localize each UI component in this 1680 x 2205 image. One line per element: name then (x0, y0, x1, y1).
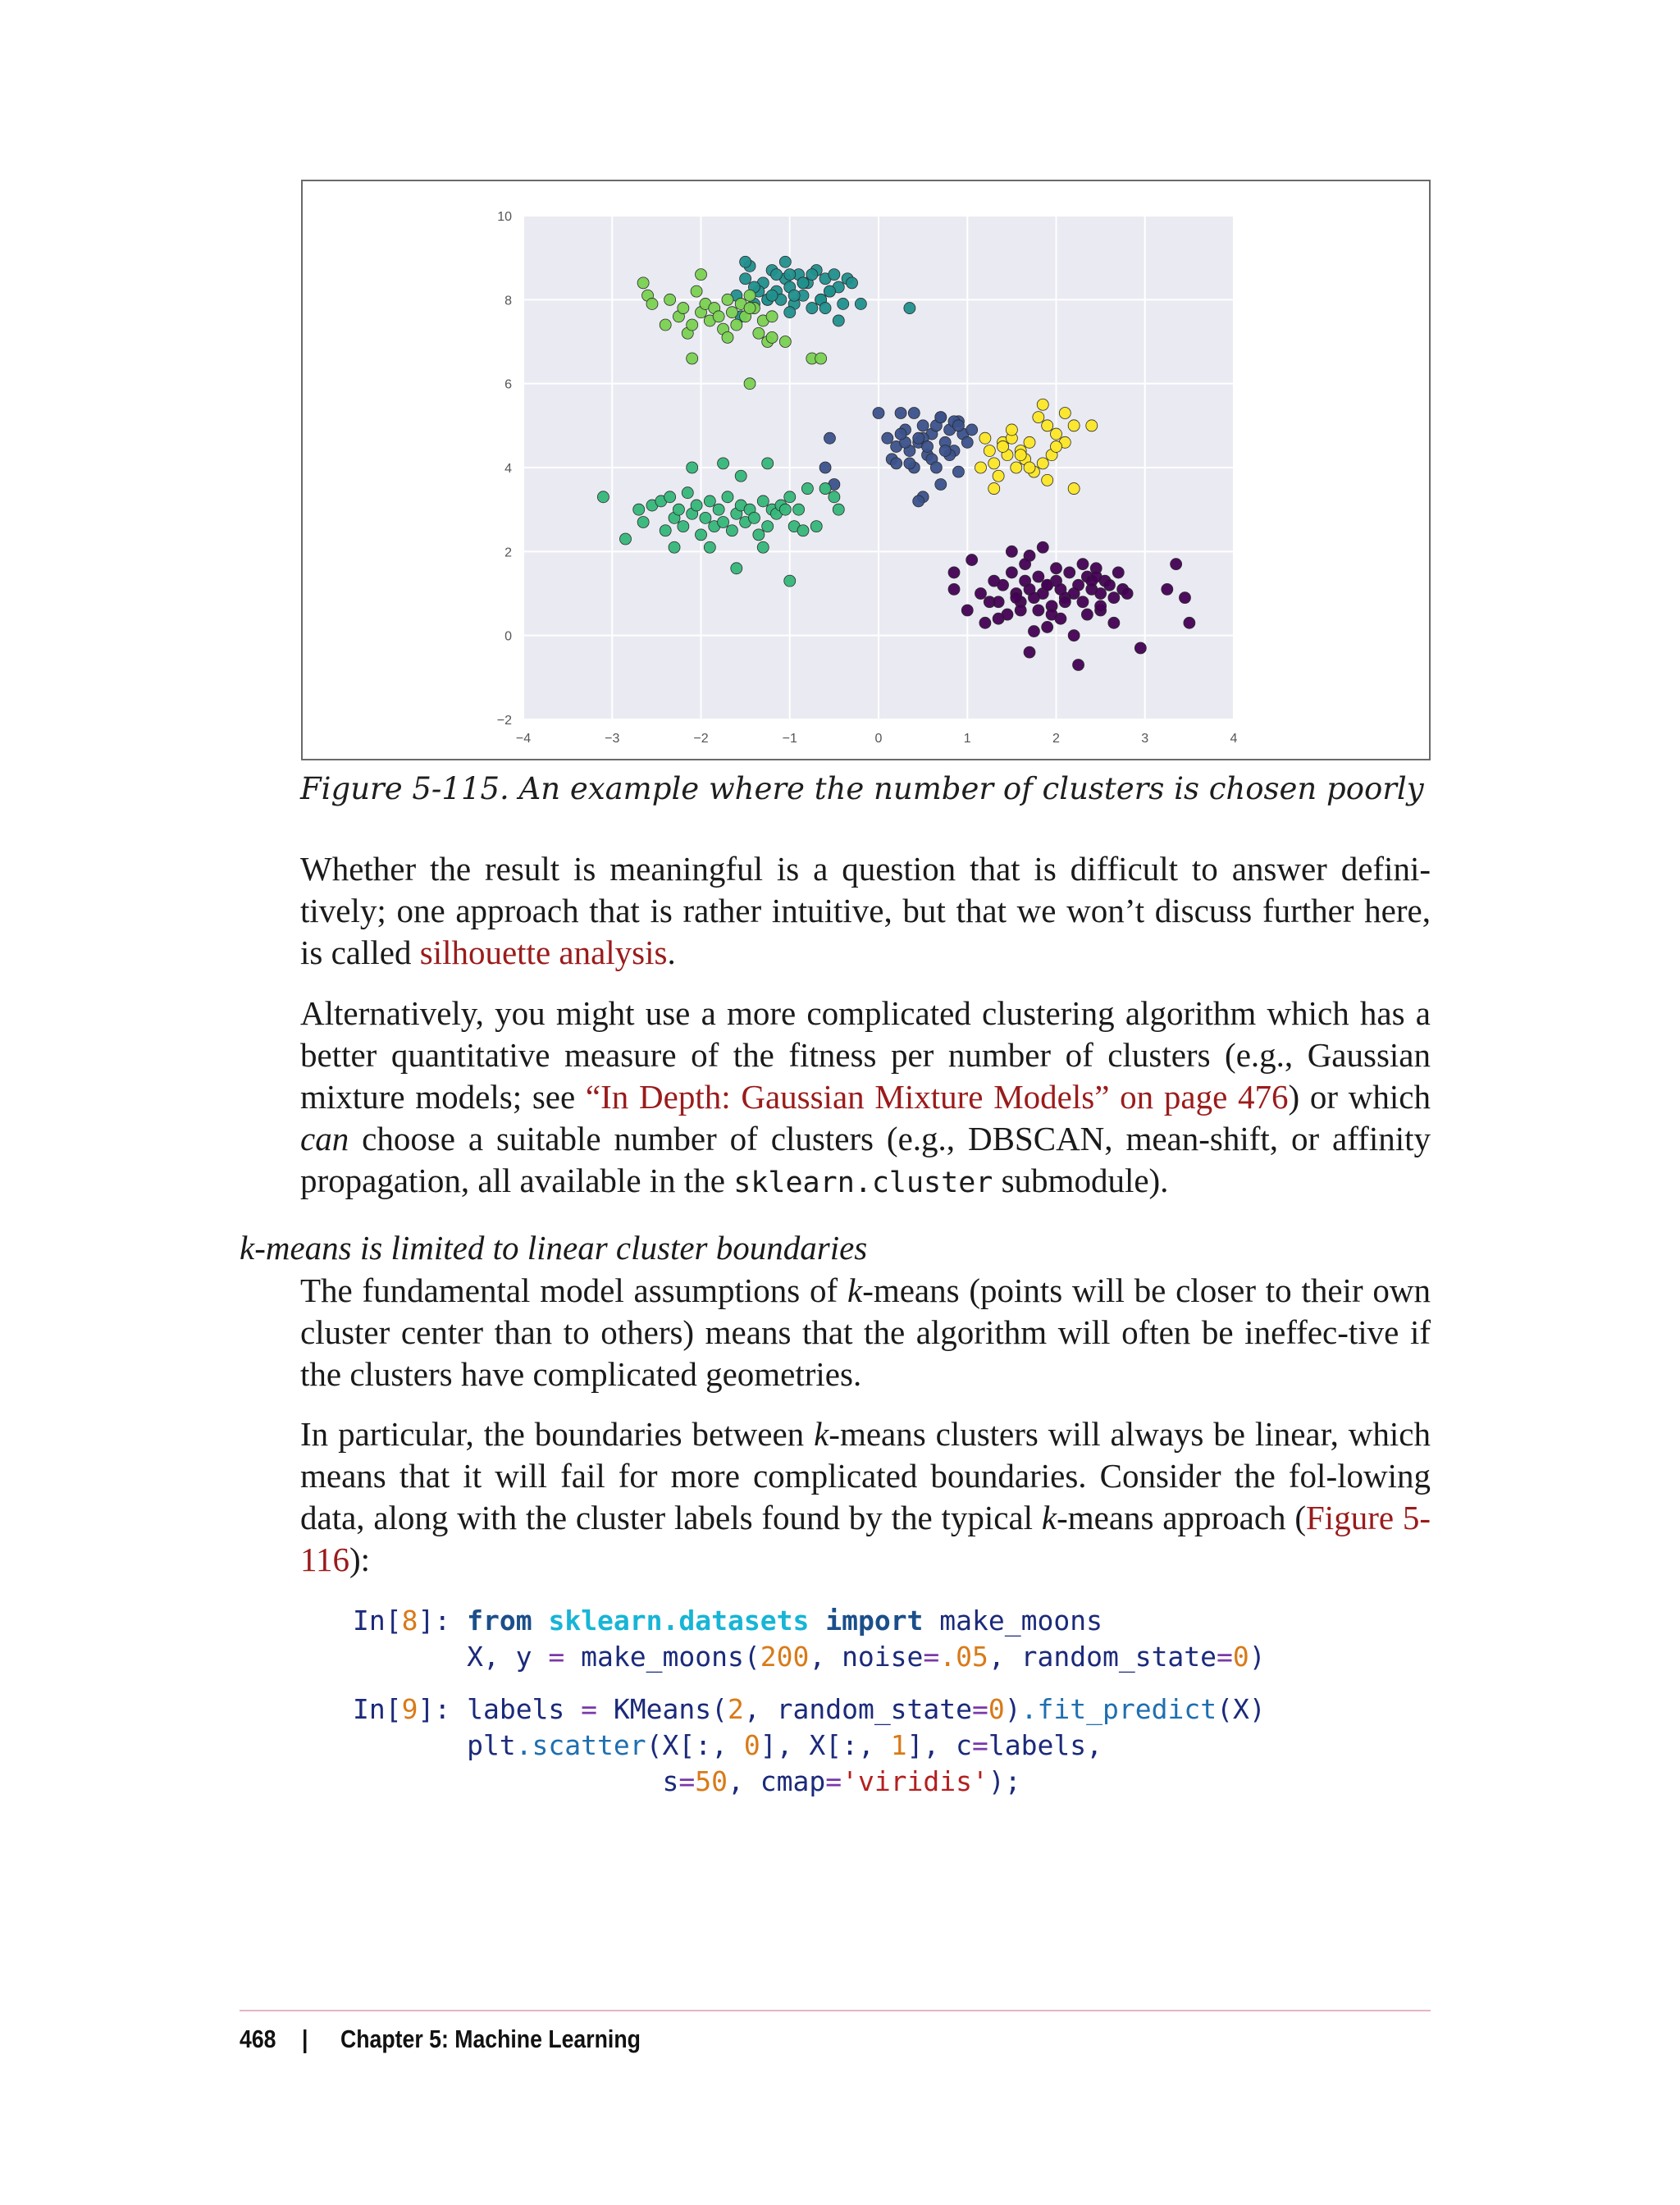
data-point-cluster-indigo (908, 407, 920, 418)
data-point-cluster-green (704, 541, 715, 553)
data-point-cluster-yellow (993, 470, 1004, 482)
data-point-cluster-purple (1042, 621, 1053, 632)
data-point-cluster-green (797, 525, 809, 536)
data-point-cluster-teal (833, 315, 844, 326)
data-point-cluster-lightgreen (687, 319, 698, 331)
data-point-cluster-green (757, 495, 769, 507)
code-token: In[ (353, 1693, 402, 1725)
inline-code-sklearn-cluster: sklearn.cluster (733, 1166, 993, 1199)
data-point-cluster-purple (1095, 600, 1107, 612)
data-point-cluster-lightgreen (766, 331, 778, 343)
data-point-cluster-purple (1033, 571, 1044, 582)
code-token: = (923, 1641, 940, 1673)
data-point-cluster-teal (847, 277, 858, 289)
data-point-cluster-teal (806, 303, 818, 314)
y-tick-label: 2 (504, 546, 512, 560)
paragraph-assumptions (300, 1270, 1431, 1395)
y-tick-label: 8 (504, 294, 512, 308)
x-tick-label: −1 (782, 732, 797, 746)
data-point-cluster-green (687, 462, 698, 473)
data-point-cluster-teal (819, 303, 831, 314)
data-point-cluster-teal (829, 269, 840, 281)
data-point-cluster-indigo (913, 432, 924, 444)
data-point-cluster-indigo (891, 458, 902, 469)
data-point-cluster-green (833, 504, 844, 515)
data-point-cluster-yellow (1033, 412, 1044, 423)
code-token: ], X[:, (760, 1729, 891, 1761)
data-point-cluster-indigo (930, 462, 942, 473)
code-token: labels (467, 1693, 582, 1725)
data-point-cluster-green (713, 504, 724, 515)
data-point-cluster-purple (1051, 563, 1062, 574)
data-point-cluster-teal (855, 298, 866, 309)
data-point-cluster-indigo (939, 445, 951, 457)
data-point-cluster-green (637, 517, 649, 528)
code-token: = (1217, 1641, 1233, 1673)
data-point-cluster-yellow (988, 458, 1000, 469)
data-point-cluster-purple (1103, 579, 1115, 591)
text-run: Whether the result is meaningful is a question that is difficult to answer defini-tively; one approach that is rather intuitive, but that we won’t discuss further here, is called (300, 850, 1431, 971)
code-token: 50 (695, 1765, 728, 1797)
data-point-cluster-purple (1108, 617, 1120, 628)
data-point-cluster-lightgreen (646, 298, 658, 309)
data-point-cluster-yellow (1024, 436, 1035, 448)
data-point-cluster-indigo (895, 407, 906, 418)
data-point-cluster-purple (961, 605, 973, 616)
code-token: 'viridis' (842, 1765, 988, 1797)
code-token: , noise (809, 1641, 924, 1673)
data-point-cluster-teal (838, 298, 849, 309)
data-point-cluster-indigo (961, 436, 973, 448)
data-point-cluster-purple (966, 555, 978, 566)
code-token: X, y (353, 1641, 549, 1673)
data-point-cluster-purple (1077, 596, 1089, 608)
code-token: labels, (988, 1729, 1102, 1761)
page-number: 468 (240, 2025, 276, 2053)
data-point-cluster-yellow (984, 445, 995, 457)
data-point-cluster-purple (1108, 592, 1120, 604)
data-point-cluster-purple (948, 583, 960, 595)
data-point-cluster-green (673, 504, 684, 515)
data-point-cluster-purple (1006, 546, 1017, 557)
data-point-cluster-lightgreen (726, 307, 737, 318)
data-point-cluster-purple (1006, 567, 1017, 578)
data-point-cluster-green (682, 487, 693, 499)
data-point-cluster-green (784, 575, 796, 587)
code-token: 8 (401, 1605, 418, 1637)
data-point-cluster-purple (1112, 567, 1124, 578)
data-point-cluster-yellow (1024, 462, 1035, 473)
data-point-cluster-teal (740, 273, 751, 285)
data-point-cluster-yellow (975, 462, 986, 473)
data-point-cluster-purple (948, 567, 960, 578)
code-token: .fit_predict (1020, 1693, 1217, 1725)
data-point-cluster-lightgreen (691, 285, 702, 297)
data-point-cluster-lightgreen (637, 277, 649, 289)
data-point-cluster-purple (1020, 559, 1031, 570)
x-tick-label: 2 (1052, 732, 1060, 746)
data-point-cluster-green (810, 521, 822, 532)
data-point-cluster-purple (1024, 646, 1035, 658)
section-term-heading: k-means is limited to linear cluster boundaries (240, 1229, 868, 1267)
data-point-cluster-yellow (1086, 420, 1098, 431)
data-point-cluster-yellow (979, 432, 991, 444)
code-token: 0 (1232, 1641, 1249, 1673)
data-point-cluster-yellow (1068, 420, 1080, 431)
data-point-cluster-lightgreen (687, 353, 698, 364)
code-token: make_moons (923, 1605, 1102, 1637)
data-point-cluster-lightgreen (664, 294, 676, 305)
code-token: (X[:, (646, 1729, 744, 1761)
data-point-cluster-indigo (913, 495, 924, 507)
data-point-cluster-green (718, 458, 729, 469)
code-token: 2 (728, 1693, 744, 1725)
code-token: = (581, 1693, 598, 1725)
code-token: sklearn.datasets (548, 1605, 810, 1637)
data-point-cluster-indigo (819, 462, 831, 473)
data-point-cluster-green (696, 529, 707, 541)
code-token: = (972, 1729, 988, 1761)
data-point-cluster-indigo (935, 412, 947, 423)
data-point-cluster-teal (779, 256, 791, 267)
data-point-cluster-purple (1002, 609, 1013, 620)
data-point-cluster-purple (1015, 605, 1026, 616)
data-point-cluster-green (722, 491, 733, 503)
data-point-cluster-indigo (895, 428, 906, 440)
data-point-cluster-indigo (935, 478, 947, 490)
emphasis-k: k (1041, 1499, 1057, 1536)
data-point-cluster-purple (998, 579, 1009, 591)
code-token: 9 (401, 1693, 418, 1725)
code-token: ]: (418, 1693, 468, 1725)
x-tick-label: −3 (605, 732, 620, 746)
data-point-cluster-green (753, 529, 765, 541)
data-point-cluster-teal (771, 269, 783, 281)
footer-divider (240, 2010, 1431, 2011)
data-point-cluster-green (718, 517, 729, 528)
figure-caption: Figure 5-115. An example where the number of clusters is chosen poorly (300, 771, 1424, 806)
data-point-cluster-purple (1121, 588, 1133, 600)
data-point-cluster-indigo (952, 420, 964, 431)
paragraph-silhouette (300, 848, 1431, 974)
data-point-cluster-green (678, 521, 689, 532)
code-token: , cmap (727, 1765, 826, 1797)
data-point-cluster-indigo (882, 432, 893, 444)
data-point-cluster-lightgreen (713, 311, 724, 322)
text-run: -means approach ( (1057, 1499, 1306, 1536)
link-gaussian-mixture[interactable]: “In Depth: Gaussian Mixture Models” on page 476 (585, 1078, 1289, 1116)
data-point-cluster-green (597, 491, 609, 503)
code-token: 0 (988, 1693, 1005, 1725)
data-point-cluster-green (726, 525, 737, 536)
code-token: (X) (1217, 1693, 1266, 1725)
data-point-cluster-yellow (1042, 474, 1053, 486)
data-point-cluster-purple (1037, 541, 1048, 553)
data-point-cluster-green (660, 525, 671, 536)
data-point-cluster-purple (1073, 659, 1084, 670)
data-point-cluster-purple (1081, 609, 1093, 620)
data-point-cluster-lightgreen (744, 303, 756, 314)
text-run: -means (points will be closer to their own cluster center than to others) means that the algorithm will often be ineffec-tive if the clusters have complicated geometries. (300, 1271, 1431, 1393)
code-token: 200 (760, 1641, 810, 1673)
data-point-cluster-teal (806, 269, 818, 281)
data-point-cluster-green (700, 512, 711, 523)
footer-separator: | (302, 2025, 308, 2053)
data-point-cluster-yellow (998, 441, 1009, 452)
data-point-cluster-purple (1162, 583, 1173, 595)
data-point-cluster-yellow (1037, 458, 1048, 469)
text-run: submodule). (993, 1162, 1169, 1199)
y-tick-label: −2 (496, 714, 512, 728)
data-point-cluster-teal (740, 256, 751, 267)
chapter-title: Chapter 5: Machine Learning (340, 2025, 641, 2053)
data-point-cluster-green (633, 504, 645, 515)
emphasis-k: k (814, 1415, 829, 1453)
data-point-cluster-lightgreen (779, 336, 791, 348)
data-point-cluster-lightgreen (766, 311, 778, 322)
data-point-cluster-yellow (1006, 424, 1017, 436)
data-point-cluster-indigo (922, 441, 934, 452)
link-figure-5-116[interactable]: Figure 5-116 (300, 1499, 1431, 1578)
data-point-cluster-yellow (1037, 399, 1048, 410)
data-point-cluster-lightgreen (696, 269, 707, 281)
y-tick-label: 10 (497, 210, 512, 224)
data-point-cluster-yellow (1011, 462, 1022, 473)
data-point-cluster-green (779, 504, 791, 515)
data-point-cluster-lightgreen (753, 327, 765, 339)
data-point-cluster-green (748, 512, 760, 523)
y-tick-label: 0 (504, 629, 512, 644)
text-run: The fundamental model assumptions of (300, 1271, 847, 1309)
code-token: , random_state (743, 1693, 973, 1725)
data-point-cluster-teal (766, 290, 778, 301)
data-point-cluster-purple (1134, 642, 1146, 654)
code-token: plt (353, 1729, 516, 1761)
data-point-cluster-purple (1059, 596, 1071, 608)
data-point-cluster-indigo (824, 432, 835, 444)
data-point-cluster-green (762, 458, 774, 469)
code-token: .scatter (515, 1729, 646, 1761)
link-silhouette-analysis[interactable]: silhouette analysis (419, 934, 668, 971)
data-point-cluster-yellow (1051, 428, 1062, 440)
data-point-cluster-lightgreen (660, 319, 671, 331)
code-token: 1 (890, 1729, 907, 1761)
data-point-cluster-green (704, 495, 715, 507)
code-token: = (972, 1693, 988, 1725)
data-point-cluster-lightgreen (678, 303, 689, 314)
text-run: choose a suitable number of clusters (e.g., DBSCAN, mean-shift, or affinity propagation, all available in the (300, 1120, 1431, 1199)
data-point-cluster-green (762, 521, 774, 532)
data-point-cluster-teal (824, 285, 835, 297)
data-point-cluster-purple (1033, 605, 1044, 616)
data-point-cluster-purple (1028, 626, 1039, 637)
data-point-cluster-green (793, 504, 805, 515)
data-point-cluster-purple (1064, 567, 1075, 578)
data-point-cluster-purple (975, 588, 986, 600)
code-token: In[ (353, 1605, 402, 1637)
x-tick-label: 3 (1141, 732, 1149, 746)
scatter-chart (303, 181, 1432, 762)
code-token: make_moons( (564, 1641, 760, 1673)
data-point-cluster-teal (784, 307, 796, 318)
data-point-cluster-purple (1011, 592, 1022, 604)
x-tick-label: 1 (963, 732, 971, 746)
code-token: = (825, 1765, 842, 1797)
code-token: ]: (418, 1605, 468, 1637)
text-run: -means clusters will always be linear, which means that it will fail for more complicated boundaries. Consider the fol-lowing data, along with the cluster labels found by the typical (300, 1415, 1431, 1536)
data-point-cluster-green (731, 563, 742, 574)
data-point-cluster-teal (788, 290, 800, 301)
code-token: ); (988, 1765, 1021, 1797)
code-token: , random_state (988, 1641, 1217, 1673)
code-token: ) (1249, 1641, 1266, 1673)
data-point-cluster-purple (979, 617, 991, 628)
x-tick-label: 0 (874, 732, 883, 746)
emphasis-can: can (300, 1120, 349, 1157)
code-token: ) (1004, 1693, 1021, 1725)
data-point-cluster-yellow (1015, 450, 1026, 461)
code-token: s (353, 1765, 679, 1797)
code-token: import (825, 1605, 924, 1637)
code-cell-8 (353, 1603, 1266, 1675)
data-point-cluster-green (691, 500, 702, 511)
y-tick-label: 6 (504, 377, 512, 392)
data-point-cluster-lightgreen (744, 378, 756, 390)
data-point-cluster-green (801, 483, 813, 495)
paragraph-linear-boundaries (300, 1413, 1431, 1581)
paragraph-alternatives (300, 993, 1431, 1204)
data-point-cluster-indigo (873, 407, 884, 418)
data-point-cluster-purple (1095, 588, 1107, 600)
data-point-cluster-purple (1046, 609, 1057, 620)
data-point-cluster-purple (1184, 617, 1195, 628)
data-point-cluster-indigo (952, 466, 964, 477)
data-point-cluster-green (619, 533, 631, 545)
data-point-cluster-purple (1068, 630, 1080, 641)
data-point-cluster-lightgreen (744, 290, 756, 301)
text-run: ) or which (1288, 1078, 1431, 1116)
text-run: ): (349, 1541, 371, 1578)
code-token: ], c (906, 1729, 973, 1761)
code-token: KMeans( (597, 1693, 728, 1725)
text-run: In particular, the boundaries between (300, 1415, 815, 1453)
data-point-cluster-yellow (1068, 483, 1080, 495)
code-token: 0 (743, 1729, 760, 1761)
x-tick-label: −4 (515, 732, 532, 746)
data-point-cluster-indigo (904, 458, 915, 469)
data-point-cluster-yellow (1059, 407, 1071, 418)
data-point-cluster-green (664, 491, 676, 503)
text-run: Alternatively, you might use a more complicated clustering algorithm which has a better quantitative measure of the fitness per number of clusters (e.g., Gaussian mixture models; see (300, 994, 1431, 1116)
data-point-cluster-green (757, 541, 769, 553)
code-token: from (467, 1605, 532, 1637)
data-point-cluster-green (819, 483, 831, 495)
data-point-cluster-green (735, 470, 746, 482)
data-point-cluster-indigo (966, 424, 978, 436)
emphasis-k: k (847, 1271, 863, 1309)
data-point-cluster-purple (1179, 592, 1190, 604)
x-tick-label: −2 (693, 732, 709, 746)
data-point-cluster-indigo (917, 420, 929, 431)
data-point-cluster-purple (1090, 571, 1102, 582)
data-point-cluster-teal (784, 269, 796, 281)
code-token: = (678, 1765, 696, 1797)
data-point-cluster-lightgreen (731, 319, 742, 331)
x-tick-label: 4 (1230, 732, 1238, 746)
data-point-cluster-purple (1073, 579, 1084, 591)
data-point-cluster-lightgreen (722, 294, 733, 305)
data-point-cluster-lightgreen (722, 331, 733, 343)
data-point-cluster-lightgreen (815, 353, 827, 364)
data-point-cluster-yellow (1042, 420, 1053, 431)
code-token: .05 (939, 1641, 988, 1673)
data-point-cluster-purple (1042, 579, 1053, 591)
data-point-cluster-teal (904, 303, 915, 314)
data-point-cluster-yellow (1051, 441, 1062, 452)
data-point-cluster-green (784, 491, 796, 503)
data-point-cluster-purple (993, 596, 1004, 608)
data-point-cluster-teal (797, 277, 809, 289)
code-token: = (548, 1641, 565, 1673)
data-point-cluster-green (829, 491, 840, 503)
text-run: . (667, 934, 676, 971)
code-cell-9 (353, 1691, 1266, 1800)
data-point-cluster-purple (1171, 559, 1182, 570)
data-point-cluster-yellow (988, 483, 1000, 495)
data-point-cluster-green (669, 541, 680, 553)
y-tick-label: 4 (504, 462, 512, 476)
figure-5-115 (301, 180, 1431, 760)
data-point-cluster-purple (1077, 559, 1089, 570)
